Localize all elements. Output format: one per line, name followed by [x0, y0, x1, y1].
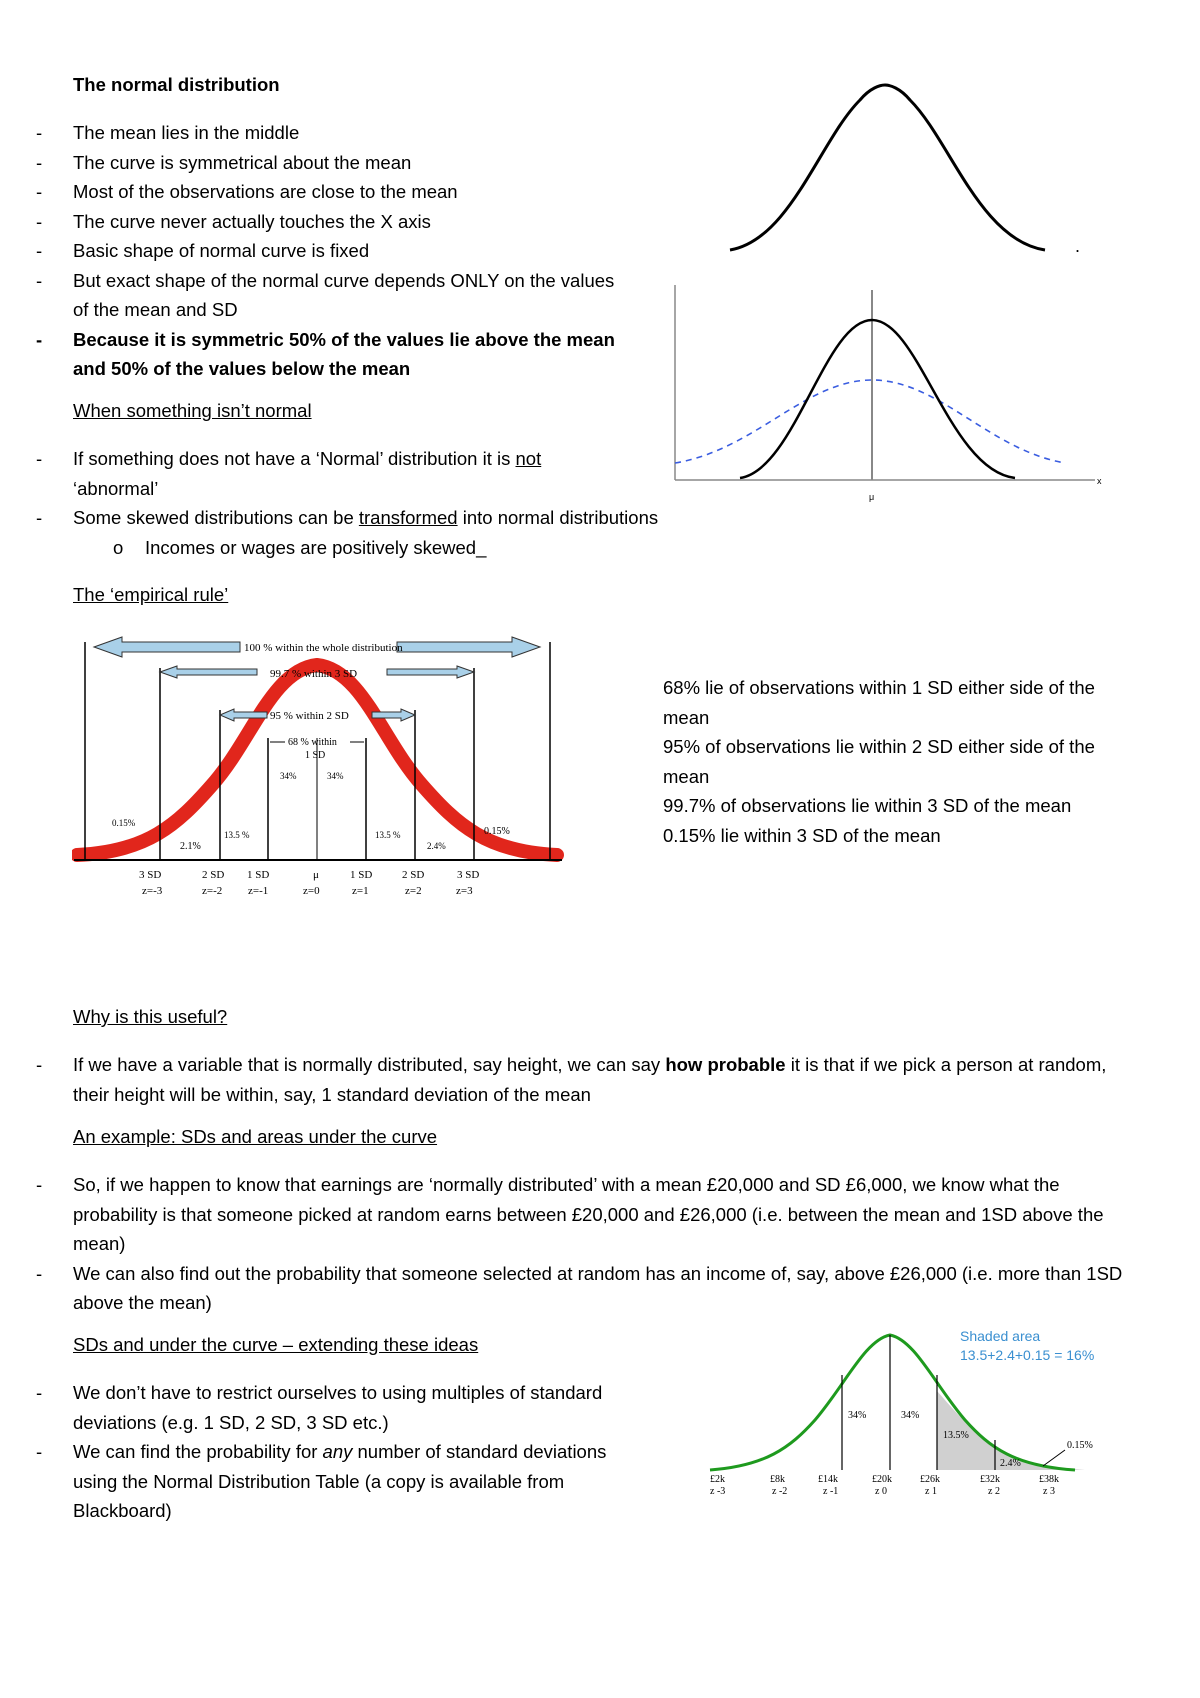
section-title-not-normal: When something isn’t normal: [73, 400, 312, 421]
list-item: - We can also find out the probability that someone selected at random has an income of, say, above £26,000 (i.e. more than 1SD above the mean): [0, 1259, 1130, 1318]
text-transformed: transformed: [358, 507, 458, 528]
z-tick-label: z -2: [772, 1486, 788, 1495]
arrow-997-left: [160, 666, 257, 678]
section-title-extending: SDs and under the curve – extending these ideas: [73, 1334, 479, 1355]
label-68-b: 1 SD: [305, 750, 326, 761]
pointer-line: [1043, 1450, 1065, 1466]
section-title-empirical-rule: The ‘empirical rule’: [73, 584, 229, 605]
section-title-example: An example: SDs and areas under the curve: [73, 1126, 438, 1147]
list-item: - The curve is symmetrical about the mean: [0, 148, 660, 178]
curve-dot: .: [1075, 236, 1081, 256]
normal-properties-list: [0, 118, 660, 384]
pct-label: 0.15%: [112, 818, 136, 828]
section-title-why-useful: Why is this useful?: [73, 1006, 228, 1027]
x-tick-label: £32k: [980, 1474, 1000, 1485]
list-item: [0, 1050, 1130, 1109]
z-axis-label: z=1: [352, 885, 369, 897]
section-title-normal-distribution: The normal distribution: [73, 74, 280, 95]
text-not: not: [515, 448, 542, 469]
label-100: 100 % within the whole distribution: [244, 642, 403, 654]
pct-label: 34%: [280, 771, 297, 781]
empirical-rule-figure: [72, 630, 572, 905]
label-95: 95 % within 2 SD: [270, 710, 349, 722]
sd-axis-label: 1 SD: [247, 869, 270, 881]
shaded-area-figure: [705, 1320, 1125, 1495]
x-tick-label: £38k: [1039, 1474, 1059, 1485]
stat-015: 0.15% lie within 3 SD of the mean: [663, 824, 941, 846]
arrow-100-left: [94, 637, 240, 657]
text-span: If something does not have a ‘Normal’ distribution it is: [73, 448, 516, 469]
text-span: it is that if we pick a person at random, their height will be within, say, 1 standard deviation of the mean: [73, 1054, 1107, 1105]
text-any: any: [322, 1441, 353, 1462]
label-68-a: 68 % within: [288, 737, 337, 748]
arrow-997-right: [387, 666, 474, 678]
x-label: x: [1097, 476, 1102, 486]
text-how-probable: how probable: [665, 1054, 786, 1075]
list-item: [0, 1437, 653, 1526]
pct-label: 13.5 %: [375, 830, 401, 840]
x-tick-label: £14k: [818, 1474, 838, 1485]
x-tick-label: £2k: [710, 1474, 725, 1485]
z-tick-label: z -3: [710, 1486, 726, 1495]
pct-label: 34%: [901, 1410, 920, 1421]
arrow-100-right: [397, 637, 540, 657]
list-item: - Most of the observations are close to the mean: [0, 177, 660, 207]
text-span: Some skewed distributions can be: [73, 507, 359, 528]
z-tick-label: z 1: [925, 1486, 937, 1495]
example-list: [0, 1170, 1130, 1318]
narrow-curve: [740, 320, 1015, 478]
why-useful-list: [0, 1050, 1130, 1109]
pct-label: 0.15%: [484, 826, 510, 837]
extending-list: [0, 1378, 660, 1526]
text-span: If we have a variable that is normally distributed, say height, we can say: [73, 1054, 666, 1075]
x-tick-label: £20k: [872, 1474, 892, 1485]
stat-68: 68% lie of observations within 1 SD either side of the mean: [663, 677, 1095, 728]
z-axis-label: z=2: [405, 885, 422, 897]
z-tick-label: z 2: [988, 1486, 1000, 1495]
z-axis-label: z=0: [303, 885, 320, 897]
pct-label: 2.4%: [1000, 1458, 1021, 1469]
list-item: - We don’t have to restrict ourselves to using multiples of standard deviations (e.g. 1 SD, 2 SD, 3 SD etc.): [0, 1378, 653, 1437]
x-tick-label: £8k: [770, 1474, 785, 1485]
bell-curve-figure: [720, 80, 1120, 265]
two-curves-figure: [665, 285, 1105, 505]
sd-axis-label: 2 SD: [402, 869, 425, 881]
z-axis-label: z=-1: [248, 885, 269, 897]
pct-label: 2.1%: [180, 841, 201, 852]
sd-axis-label: 3 SD: [457, 869, 480, 881]
pct-label: 2.4%: [427, 841, 446, 851]
sd-axis-label: 3 SD: [139, 869, 162, 881]
dashed-wide-curve: [675, 380, 1065, 463]
pct-label: 34%: [327, 771, 344, 781]
shaded-formula: 13.5+2.4+0.15 = 16%: [960, 1347, 1095, 1363]
pct-label: 34%: [848, 1410, 867, 1421]
z-tick-label: z 0: [875, 1486, 887, 1495]
pct-label: 0.15%: [1067, 1440, 1093, 1451]
list-item-bold: - Because it is symmetric 50% of the values lie above the mean and 50% of the values below the mean: [0, 325, 623, 384]
sd-axis-label: μ: [313, 869, 319, 881]
pct-label: 13.5%: [943, 1430, 969, 1441]
label-997: 99.7 % within 3 SD: [270, 668, 358, 680]
stat-997: 99.7% of observations lie within 3 SD of the mean: [663, 795, 1072, 816]
text-span: number of standard deviations using the Normal Distribution Table (a copy is available from Blackboard): [73, 1441, 607, 1521]
pct-label: 13.5 %: [224, 830, 250, 840]
list-item: - The curve never actually touches the X axis: [0, 207, 660, 237]
z-tick-label: z 3: [1043, 1486, 1055, 1495]
z-axis-label: z=-3: [142, 885, 163, 897]
mu-label: μ: [869, 492, 875, 502]
sd-axis-label: 1 SD: [350, 869, 373, 881]
list-item: - But exact shape of the normal curve depends ONLY on the values of the mean and SD: [0, 266, 623, 325]
list-item: - The mean lies in the middle: [0, 118, 660, 148]
text-span: into normal distributions: [457, 507, 659, 528]
sd-axis-label: 2 SD: [202, 869, 225, 881]
z-axis-label: z=3: [456, 885, 473, 897]
x-tick-label: £26k: [920, 1474, 940, 1485]
z-axis-label: z=-2: [202, 885, 223, 897]
text-span: We can find the probability for: [73, 1441, 323, 1462]
shaded-title: Shaded area: [960, 1328, 1041, 1344]
empirical-stats: [663, 673, 1133, 850]
stat-95: 95% of observations lie within 2 SD either side of the mean: [663, 736, 1095, 787]
z-tick-label: z -1: [823, 1486, 839, 1495]
text-span: ‘abnormal’: [73, 477, 159, 499]
list-item: - Basic shape of normal curve is fixed: [0, 236, 660, 266]
list-item: [0, 444, 623, 503]
list-item: - So, if we happen to know that earnings are ‘normally distributed’ with a mean £20,000 and SD £6,000, we know what the probability is that someone picked at random earns between £20,000 and £26,000 (i.e. between the mean and 1SD above the mean): [0, 1170, 1130, 1259]
bell-curve-line: [730, 85, 1045, 250]
sub-list-item: o Incomes or wages are positively skewed_: [0, 533, 900, 563]
list-item: [0, 503, 900, 533]
